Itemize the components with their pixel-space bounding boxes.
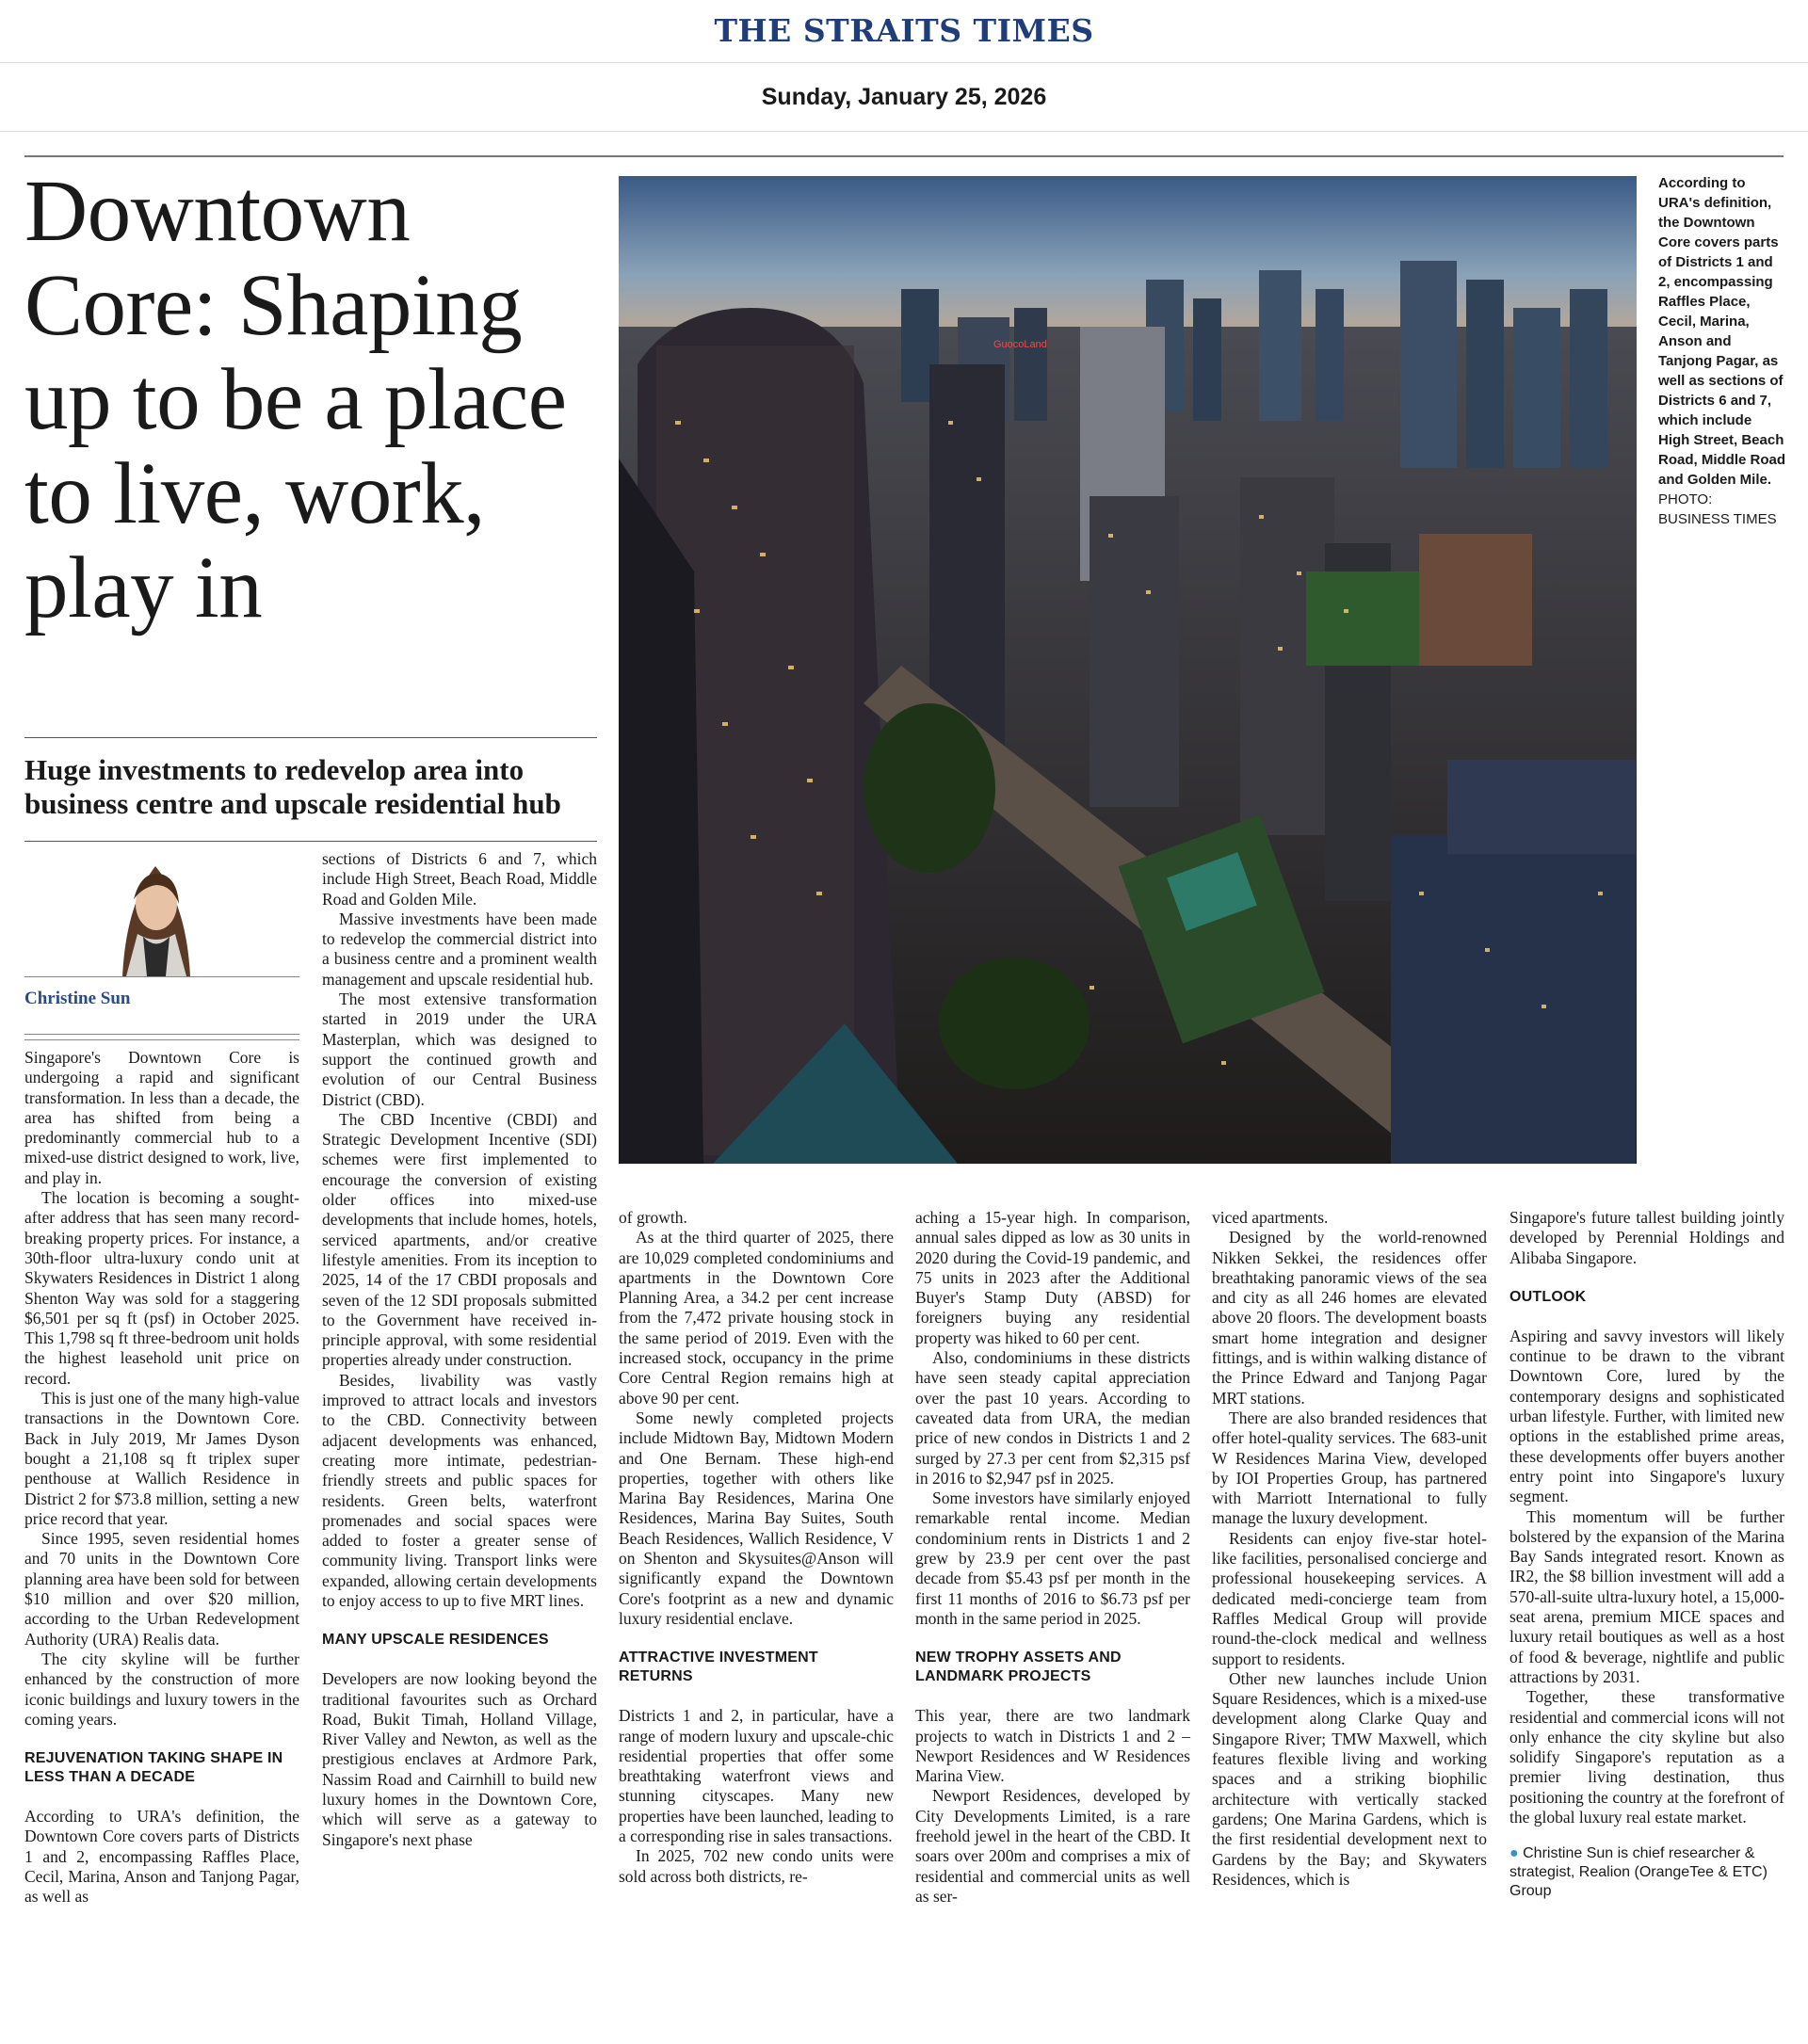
publication-date: Sunday, January 25, 2026	[0, 63, 1808, 132]
skyline-photo	[619, 176, 1637, 1164]
paragraph: There are also branded residences that offer hotel-quality services. The 683-unit W Residences Marina View, developed by IOI Properties Group, has partnered with Marriott International to fully manage the luxury development.	[1212, 1408, 1487, 1528]
paragraph: As at the third quarter of 2025, there are 10,029 completed condominiums and apartments in the Downtown Core Planning Area, a 34.2 per cent increase from the 7,472 private housing stock in the same period of 2019. Even with the increased stock, occupancy in the prime Core Central Region remains high at above 90 per cent.	[619, 1228, 894, 1408]
section-heading: OUTLOOK	[1509, 1288, 1587, 1305]
paragraph: The CBD Incentive (CBDI) and Strategic Development Incentive (SDI) schemes were first implemented to encourage the conversion of existing older offices into mixed-use developments that include homes, hotels, serviced apartments, and/or creative lifestyle amenities. From its inception to 2025, 14 of the 17 CBDI proposals and seven of the 12 SDI proposals submitted to the Government have received in-principle approval, with some residential properties already under construction.	[322, 1109, 597, 1370]
building-logo: GuocoLand	[993, 339, 1047, 350]
paragraph: Districts 1 and 2, in particular, have a range of modern luxury and upscale-chic residential properties that offer some breathtaking waterfront views and stunning cityscapes. Many new properties have been launched, leading to a corresponding rise in sales transactions.	[619, 1706, 894, 1846]
paragraph: This year, there are two landmark projects to watch in Districts 1 and 2 – Newport Residences and W Residences Marina View.	[915, 1706, 1190, 1786]
paragraph: Other new launches include Union Square Residences, which is a mixed-use development along Clarke Quay and Singapore River; TMW Maxwell, which features flexible living and working spaces and a striking biophilic architecture with vertically stacked gardens; One Marina Gardens, which is the first residential development next to Gardens by the Bay; and Skywaters Residences, which is	[1212, 1668, 1487, 1889]
paragraph: Singapore's Downtown Core is undergoing a rapid and significant transformation. In less than a decade, the area has shifted from being a predominantly commercial hub to a mixed-use district designed to work, live, and play in.	[24, 1048, 299, 1187]
section-heading: REJUVENATION TAKING SHAPE IN LESS THAN A DECADE	[24, 1750, 283, 1786]
paragraph: In 2025, 702 new condo units were sold across both districts, re-	[619, 1846, 894, 1886]
article-column-2	[322, 849, 597, 1850]
top-rule	[24, 155, 1784, 157]
paragraph: Newport Residences, developed by City Developments Limited, is a rare freehold jewel in the heart of the CBD. It soars over 200m and comprises a mix of residential and commercial units as well as ser-	[915, 1786, 1190, 1906]
paragraph: sections of Districts 6 and 7, which include High Street, Beach Road, Middle Road and Golden Mile.	[322, 849, 597, 909]
author-bio-text: Christine Sun is chief researcher & strategist, Realion (OrangeTee & ETC) Group	[1509, 1845, 1768, 1900]
article-column-3	[619, 1208, 894, 1887]
photo-caption	[1658, 173, 1785, 529]
article-column-6	[1509, 1208, 1784, 1901]
paragraph: The location is becoming a sought-after address that has seen many record-breaking property prices. For instance, a 30th-floor ultra-luxury condo unit at Skywaters Residences in District 1 along Shenton Way was sold for a staggering $6,501 per sq ft (psf) in October 2025. This 1,798 sq ft three-bedroom unit holds the highest leasehold unit price on record.	[24, 1188, 299, 1388]
paragraph: Aspiring and savvy investors will likely continue to be drawn to the vibrant Downtown Core, lured by the contemporary designs and sophisticated urban lifestyle. Further, with limited new options in the established prime areas, these developments offer buyers another entry point into Singapore's luxury segment.	[1509, 1326, 1784, 1506]
author-byline: Christine Sun	[24, 989, 131, 1008]
section-heading: MANY UPSCALE RESIDENCES	[322, 1632, 549, 1649]
paragraph: Also, condominiums in these districts have seen steady capital appreciation over the past 10 years. According to caveated data from URA, the median price of new condos in Districts 1 and 2 surged by 27.3 per cent from $2,315 psf in 2016 to $2,947 psf in 2025.	[915, 1348, 1190, 1488]
article-column-4	[915, 1208, 1190, 1907]
masthead-title: THE STRAITS TIMES	[714, 12, 1094, 49]
bullet-icon: ●	[1509, 1845, 1519, 1862]
paragraph: of growth.	[619, 1208, 687, 1227]
author-bio	[1509, 1844, 1784, 1901]
author-portrait	[85, 847, 226, 976]
paragraph: This momentum will be further bolstered by the expansion of the Marina Bay Sands integrated resort. Known as IR2, the $8 billion investment will add a 570-all-suite ultra-luxury hotel, a 15,000-seat arena, premium MICE spaces and luxury retail boutiques as well as a host of food & beverage, nightlife and public attractions by 2031.	[1509, 1506, 1784, 1686]
masthead	[0, 0, 1808, 63]
article-column-1	[24, 1048, 299, 1907]
paragraph: Together, these transformative residential and commercial icons will not only enhance the city skyline but also solidify Singapore's reputation as a premier living destination, thus positioning the country at the forefront of the global luxury real estate market.	[1509, 1687, 1784, 1827]
caption-text: According to URA's definition, the Downtown Core covers parts of Districts 1 and 2, encompassing Raffles Place, Cecil, Marina, Anson and Tanjong Pagar, as well as sections of Districts 6 and 7, which include High Street, Beach Road, Middle Road and Golden Mile.	[1658, 175, 1785, 488]
author-rule	[24, 976, 299, 977]
article-column-5	[1212, 1208, 1487, 1890]
paragraph: Designed by the world-renowned Nikken Sekkei, the residences offer breathtaking panoramic views of the sea and city as all 246 homes are elevated above 20 floors. The development boasts smart home integration and designer fittings, and is within walking distance of the Prince Edward and Tanjong Pagar MRT stations.	[1212, 1228, 1487, 1408]
headline: Downtown Core: Shaping up to be a place to live, work, play in	[24, 163, 567, 636]
paragraph: viced apartments.	[1212, 1208, 1329, 1227]
paragraph: aching a 15-year high. In comparison, annual sales dipped as low as 30 units in 2020 during the Covid-19 pandemic, and 75 units in 2023 after the Additional Buyer's Stamp Duty (ABSD) for foreigners buying any residential property was hiked to 60 per cent.	[915, 1208, 1190, 1347]
paragraph: The most extensive transformation started in 2019 under the URA Masterplan, which was designed to support the continued growth and evolution of our Central Business District (CBD).	[322, 990, 597, 1109]
standfirst-bottom-rule	[24, 841, 597, 842]
paragraph: According to URA's definition, the Downtown Core covers parts of Districts 1 and 2, encompassing Raffles Place, Cecil, Marina, Anson and Tanjong Pagar, as well as	[24, 1807, 299, 1907]
paragraph: Since 1995, seven residential homes and 70 units in the Downtown Core planning area have been sold for between $10 million and over $20 million, according to the Urban Redevelopment Authority (URA) Realis data.	[24, 1529, 299, 1649]
paragraph: Some investors have similarly enjoyed remarkable rental income. Median condominium rents in Districts 1 and 2 grew by 23.9 per cent over the past decade from $5.43 psf per month in the first 11 months of 2016 to $6.73 psf per month in the same period in 2025.	[915, 1489, 1190, 1628]
photo-credit: PHOTO: BUSINESS TIMES	[1658, 491, 1777, 527]
paragraph: Massive investments have been made to redevelop the commercial district into a business centre and a prominent wealth management and upscale residential hub.	[322, 909, 597, 989]
paragraph: The city skyline will be further enhanced by the construction of more iconic buildings and luxury towers in the coming years.	[24, 1649, 299, 1729]
paragraph: Singapore's future tallest building jointly developed by Perennial Holdings and Alibaba Singapore.	[1509, 1208, 1784, 1267]
section-heading: ATTRACTIVE INVESTMENT RETURNS	[619, 1650, 818, 1685]
section-heading: NEW TROPHY ASSETS AND LANDMARK PROJECTS	[915, 1650, 1122, 1685]
paragraph: Residents can enjoy five-star hotel-like facilities, personalised concierge and professional housekeeping services. A dedicated medi-concierge team from Raffles Medical Group will provide round-the-clock medical and wellness support to residents.	[1212, 1528, 1487, 1668]
byline-double-rule	[24, 1034, 299, 1040]
standfirst-top-rule	[24, 737, 597, 738]
paragraph: Besides, livability was vastly improved to attract locals and investors to the CBD. Connectivity between adjacent developments was enhanced, creating more intimate, pedestrian-friendly streets and public spaces for residents. Green belts, waterfront promenades and social spaces were added to foster a greater sense of community living. Transport links were expanded, allowing certain developments to enjoy access to up to five MRT lines.	[322, 1370, 597, 1610]
standfirst: Huge investments to redevelop area into business centre and upscale residential hub	[24, 753, 561, 820]
paragraph: Developers are now looking beyond the traditional favourites such as Orchard Road, Bukit Timah, Holland Village, River Valley and Newton, as well as the prestigious enclaves at Ardmore Park, Nassim Road and Cairnhill to build new luxury homes in the Downtown Core, which will serve as a gateway to Singapore's next phase	[322, 1669, 597, 1849]
paragraph: This is just one of the many high-value transactions in the Downtown Core. Back in July 2019, Mr James Dyson bought a 21,108 sq ft triplex super penthouse at Wallich Residence in District 2 for $73.8 million, setting a new price record that year.	[24, 1389, 299, 1528]
paragraph: Some newly completed projects include Midtown Bay, Midtown Modern and One Bernam. These high-end properties, together with others like Marina Bay Residences, Marina One Residences, Marina Bay Suites, South Beach Residences, Wallich Residence, V on Shenton and Skysuites@Anson will significantly expand the Downtown Core's footprint as a new and dynamic luxury residential enclave.	[619, 1408, 894, 1628]
